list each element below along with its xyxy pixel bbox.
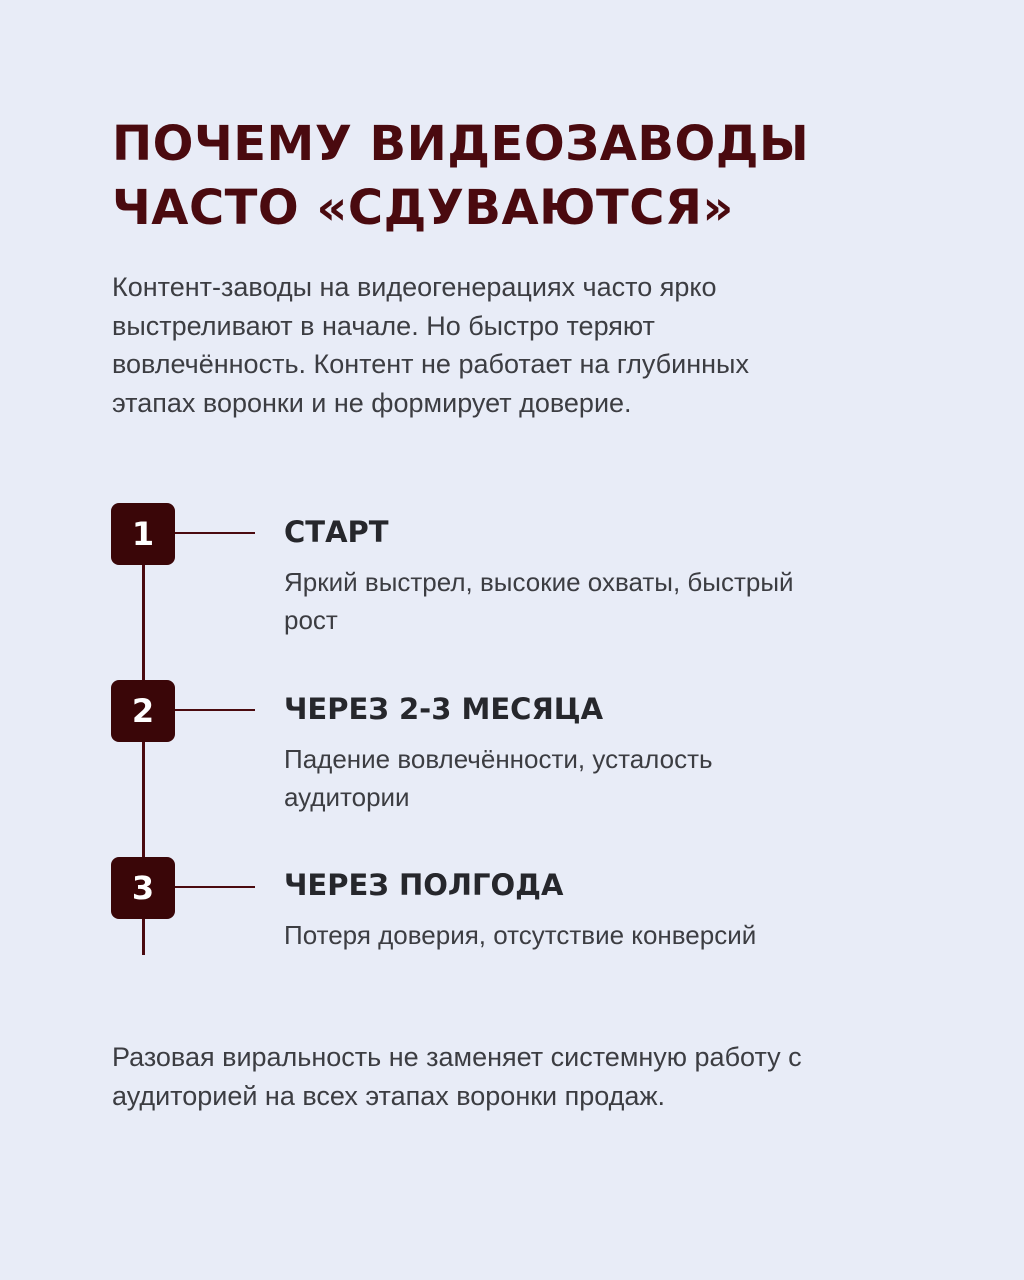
step-2-number-badge: 2: [111, 680, 175, 742]
footer-line: аудиторией на всех этапах воронки продаж.: [112, 1080, 666, 1111]
step-1-description-line: рост: [284, 604, 338, 635]
step-3-description: [284, 917, 924, 955]
step-1-number-badge: 1: [111, 503, 175, 565]
step-1-description-line: Яркий выстрел, высокие охваты, быстрый: [284, 567, 794, 597]
step-2-description-line: аудитории: [284, 781, 410, 812]
title-line-2: ЧАСТО «СДУВАЮТСЯ»: [112, 180, 734, 236]
step-1-title: СТАРТ: [284, 515, 389, 549]
step-2-description-line: Падение вовлечённости, усталость: [284, 744, 713, 774]
intro-line: выстреливают в начале. Но быстро теряют: [112, 310, 655, 341]
step-3-description-line: Потеря доверия, отсутствие конверсий: [284, 920, 757, 950]
step-3-connector: [175, 886, 255, 888]
step-2-title: ЧЕРЕЗ 2-3 МЕСЯЦА: [284, 692, 604, 726]
step-1-connector: [175, 532, 255, 534]
intro-line: этапах воронки и не формирует доверие.: [112, 387, 632, 418]
intro-line: вовлечённость. Контент не работает на глубинных: [112, 349, 749, 379]
step-2-description: [284, 741, 924, 816]
intro-paragraph: [112, 268, 892, 422]
footer-line: Разовая виральность не заменяет системную работу с: [112, 1042, 802, 1072]
title-line-1: ПОЧЕМУ ВИДЕОЗАВОДЫ: [112, 116, 810, 172]
footer-note: [112, 1038, 912, 1115]
step-1-description: [284, 564, 924, 639]
page-title: [112, 112, 932, 240]
step-2-connector: [175, 709, 255, 711]
step-3-title: ЧЕРЕЗ ПОЛГОДА: [284, 868, 564, 902]
intro-line: Контент-заводы на видеогенерациях часто ярко: [112, 272, 717, 302]
step-3-number-badge: 3: [111, 857, 175, 919]
